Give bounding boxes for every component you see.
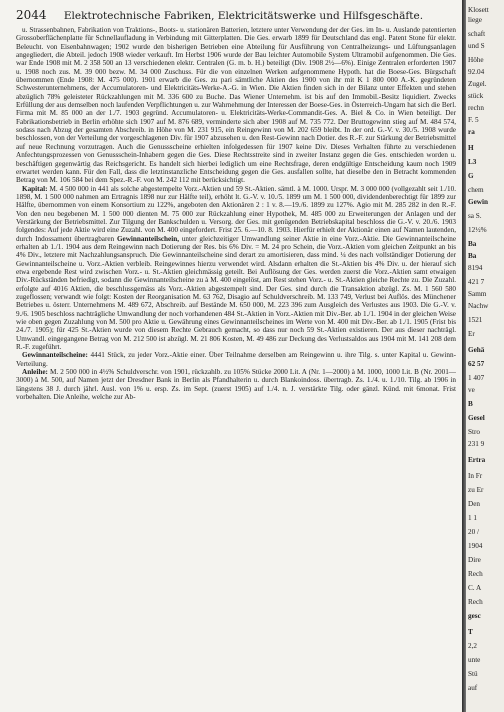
adjacent-page-fragment: Gehä <box>468 346 485 354</box>
adjacent-page-fragment: C. A <box>468 584 482 592</box>
adjacent-page-fragment: 1 1 <box>468 514 477 522</box>
adjacent-page-fragment: H <box>468 144 474 152</box>
adjacent-page-fragment: 1521 <box>468 316 483 324</box>
adjacent-page-fragment: 92.04 <box>468 68 485 76</box>
adjacent-page-fragment: Gewin <box>468 198 488 206</box>
adjacent-page-fragment: 8194 <box>468 264 483 272</box>
anleihe-label: Anleihe: <box>22 368 48 377</box>
gewinnanteilscheine-label: Gewinnanteilscheine: <box>22 351 88 360</box>
kapital-text-continued: unter gleichzeitiger Umwandlung seiner Aktie in eine Vorz.-Aktie. Die Gewinnanteilscheine erhalten ab 1./1. 1904 aus dem Reingewinn nach Dotierung der Res. bis 6% Div. = M. 24 pro Schein, die Vorz.-Aktien vom gleichen Zeitpunkt an bis 4% Div., letztere mit Nachzahlungsanspruch. Die Gewinnanteilscheine sind derart zu amortisieren, dass mind. ¼ des nach vollständiger Dotierung der Gewinnanteilscheine u. Vorz.-Aktien verbleib. Reingewinnes hierzu verwendet wird. Alsdann erhalten die St.-Aktien bis 4% Div. u. der hierauf sich etwa ergebende Rest wird zwischen Vorz.- u. St.-Aktien gleichmässig geteilt. Bei Auflösung der Ges. werden zuerst die Vorz.-Aktien samt etwaigen Div.-Rückständen befriedigt, sodann die Gewinnanteilscheine zu à M. 400 eingelöst, am Rest stehen Vorz.- u. St.-Aktien gleiche Rechte zu. Die Zuzahl. erfolgte auf 4016 Aktien, die beschlussgemäss als Vorz.-Aktien abgestempelt sind. Der Ges. sind durch die Transaktion abzügl. Zs. M. 1 560 580 zugeflossen; verwandt wie folgt: Kosten der Reorganisation M. 63 762, Disagio auf Schuldverschreib. M. 133 749, Verlust bei Auflös. des Münchener Betriebes u. österr. Unternehmens M. 489 672, Abschreib. auf Bestände M. 650 000, M. 223 396 zum Ausgleich des Verlustes aus 1903. Die G.-V. v. 9./6. 1905 beschloss nachträgliche Umwandlung der noch vorhandenen 484 St.-Aktien in Vorz.-Aktien mit Div.-Ber. ab 1./1. 1904 in der gleichen Weise wie oben gegen Zuzahlung von M. 500 pro Aktie u. Gewährung eines Gewinnanteilscheines im Werte von M. 400 mit Div.-Ber. ab 1./1. 1905 (Frist bis 24./7. 1905); für 425 St.-Aktien wurde von diesem Rechte Gebrauch gemacht, so dass nur noch 59 St.-Aktien existieren. Der aus dieser nachträgl. Umwandl. eingegangene Betrag von M. 212 500 ist abzügl. M. 21 806 Kosten, M. 49 486 zur Deckung des Verlustsaldos aus 1904 mit M. 141 208 dem R.-F. zugeführt. <box>16 234 457 352</box>
adjacent-page-fragment: Den <box>468 500 480 508</box>
company-description-paragraph: u. Strassenbahnen, Fabrikation von Traktions-, Boots- u. stationären Batterien, letztere unter Verwendung der der Ges. im In- u. Auslande patentierten Grossoberflächenplatte für Schnellaufladung in Verbindung mit Gitterplatten. Die Ges. erwarb 1899 für Deutschland das engl. Patent Stone für elektr. Beleucht. von Eisenbahnwagen; 1902 wurde den bisherigen Betrieben eine Abteilung für Ausführung von Centralheizungs- und Lüftungsanlagen angegliedert, die Abteil. jedoch 1908 wieder verkauft. Im Herbst 1906 wurde der Bau leichter Automobile System Ultramobil aufgenommen. Die Ges. war Ende 1908 mit M. 2 358 500 an 13 verschiedenen elektr. Centralen (G. m. b. H.) beteiligt (Div. 1908 2½—6%). Einige Zentralen erforderten 1907 u. 1908 noch zus. M. 39 000 bezw. M. 34 000 Zuschuss. Für die von einzelnen Werken aufgenommene Hypoth. hat die Boese-Ges. Bürgschaft übernommen (Ende 1908: M. 475 000). 1901 erwarb die Ges. zu pari sämtliche Aktien des 1900 von ihr mit K 1 800 000 A.-K. gegründeten Schwesterunternehmens, der Accumulatoren- und Elektricitäts-Werke-A.-G. in Wien. Die Aktien finden sich in der Bilanz unter Effekten und stehen abzüglich 78% geleisteter Rückzahlungen mit M. 336 600 zu Buche. Das Wiener Unternehm. ist bis auf den Immobil.-Besitz liquidiert. Zwecks Erfüllung der aus demselben noch laufenden Verpflichtungen u. zur Wahrnehmung der Interessen der Boese-Ges. in Österreich-Ungarn hat sich die Berl. Firma mit M. 85 000 an der 1./7. 1903 gegründ. Accumulatoren- u. Elektricitäts-Werke-Commandit-Ges. A. Biel & Co. in Wien beteiligt. Der Fabrikationsbetrieb in Berlin erhöhte sich 1907 auf M. 876 689, verminderte sich aber 1908 auf M. 735 772. Der Bruttogewinn stieg auf M. 484 574, sodass nach Abzug der gesamten Abschreib. in Höhe von M. 231 915, ein Reingewinn von M. 202 659 bleibt. In der ord. G.-V. v. 30./5. 1908 wurde beschlossen, von der Verteilung der vorgeschlagenen Div. für 1907 abzusehen u. den Rest-Gewinn nach Dotier. des R.-F. zur Stärkung der Betriebsmittel auf neue Rechnung vorzutragen. Auch die Genussscheine erhielten infolgedessen für 1907 keine Div. Dieses Verhalten führte zu verschiedenen Anfechtungsprozessen von Genussschein-Inhabern gegen die Ges. Diese Rechtsstreite sind in zweiter Instanz gegen die Ges. entschieden worden u. beschäftigen gegenwärtig das Reichsgericht. Es handelt sich hierbei lediglich um eine Rechtsfrage, deren endgültige Entscheidung kaum noch 1909 erwartet werden kann. Für den Fall, dass die letztinstanzliche Entscheidung gegen die Ges. ausfallen sollte, hat dieselbe den in Betracht kommenden Betrag von M. 106 584 bei dem Spez.-R.-F. von M. 242 112 mit berücksichtigt. <box>16 26 456 185</box>
anleihe-text: M. 2 500 000 in 4½% Schuldverschr. von 1901, rückzahlb. zu 105% Stücke 2000 Lit. A (Nr. 1—2000) à M. 1000, 1000 Lit. B (Nr. 2001—3000) à M. 500, auf Namen jetzt der Dresdner Bank in Berlin als Pfandhalterin u. durch Blankoindoss. übertragb. Zs. 1./4. u. 1./10. Tilg. ab 1906 in längstens 38 J. durch jährl. Ausl. von 1% u. ersp. Zs. im Sept. (zuerst 1905) auf 1./4. n. J. verstärkte Tilg. oder gänzl. Künd. mit 6monat. Frist vorbehalten. Die Anleihe, welche zur Ab- <box>16 368 456 402</box>
adjacent-page-fragment: auf <box>468 684 478 692</box>
adjacent-page-fragment: Gesel <box>468 414 485 422</box>
adjacent-page-fragment: sa S. <box>468 212 482 220</box>
adjacent-page-fragment: ve <box>468 386 475 394</box>
adjacent-page-fragment: 1904 <box>468 542 483 550</box>
kapital-paragraph <box>16 185 456 352</box>
adjacent-page-fragment: Ba <box>468 240 477 248</box>
gewinnanteilscheine-paragraph <box>16 351 456 368</box>
running-title: Elektrotechnische Fabriken, Elektricitätswerke und Hilfsgeschäfte. <box>63 10 424 22</box>
adjacent-page-fragment: unte <box>468 656 481 664</box>
adjacent-page-fragment: ra <box>468 128 475 136</box>
adjacent-page-fragment: L3 <box>468 158 477 166</box>
page-header <box>16 8 456 24</box>
adjacent-page-fragment: Rech <box>468 598 483 606</box>
adjacent-page-edge <box>466 0 504 712</box>
adjacent-page-fragment: 231 9 <box>468 440 485 448</box>
adjacent-page-fragment: Zugel. <box>468 80 487 88</box>
adjacent-page-fragment: 12½% <box>468 226 487 234</box>
adjacent-page-fragment: Rech <box>468 570 483 578</box>
adjacent-page-fragment: stück <box>468 92 484 100</box>
adjacent-page-fragment: Samm <box>468 290 487 298</box>
anleihe-paragraph <box>16 368 456 401</box>
adjacent-page-fragment: Höhe <box>468 56 484 64</box>
adjacent-page-fragment: Stro <box>468 428 480 436</box>
adjacent-page-fragment: Ba <box>468 252 477 260</box>
adjacent-page-fragment: 1 407 <box>468 374 485 382</box>
kapital-label: Kapital: <box>22 184 48 193</box>
adjacent-page-fragment: 2,2 <box>468 642 477 650</box>
adjacent-page-fragment: chem <box>468 186 484 194</box>
adjacent-page-fragment: In Fr <box>468 472 483 480</box>
adjacent-page-fragment: 62 57 <box>468 360 485 368</box>
adjacent-page-fragment: schaft <box>468 30 486 38</box>
adjacent-page-fragment: Er <box>468 330 475 338</box>
adjacent-page-fragment: 421 7 <box>468 278 485 286</box>
adjacent-page-fragment: Nachw <box>468 302 489 310</box>
adjacent-page-fragment: G <box>468 172 474 180</box>
adjacent-page-fragment: liege <box>468 16 482 24</box>
gewinnanteilscheine-text: 4441 Stück, zu jeder Vorz.-Aktie einer. Über Teilnahme derselben am Reingewinn u. ihre Tilg. s. unter Kapital u. Gewinn-Verteilung. <box>16 351 456 368</box>
adjacent-page-fragment: F. 5 <box>468 116 479 124</box>
adjacent-page-fragment: Dire <box>468 556 481 564</box>
adjacent-page-fragment: zu Er <box>468 486 484 494</box>
adjacent-page-fragment: 20 / <box>468 528 479 536</box>
adjacent-page-fragment: Ertra <box>468 456 486 464</box>
adjacent-page-fragment: und S <box>468 42 485 50</box>
adjacent-page-fragment: T <box>468 628 473 636</box>
kapital-text: M. 4 500 000 in 441 als solche abgestempelte Vorz.-Aktien und 59 St.-Aktien. sämtl. à M. 1000. Urspr. M. 3 000 000 (vollgezahlt seit 1./10. 1898, M. 1 500 000 nahmen am Ertragnis 1898 nur zur Hälfte teil), erhöht lt. G.-V. v. 10./5. 1899 um M. 1 500 000, dividendenberechtigt für 1899 zur Hälfte, übernommen von einem Konsortium zu 122%, angeboten den Aktionären 2 : 1 v. 8.—19./6. 1899 zu 127%. Agio mit M. 285 282 in den R.-F. Von den neu begebenen M. 1 500 000 dienten M. 75 000 zur Rückzahlung einer Hypothek, M. 485 000 zu Erweiterungen der Anlagen und der Verstärkung der Betriebsmittel. Zur Tilgung der Bankschulden u. Versorg. der Ges. mit genügenden Betriebskapital beschloss die G.-V. v. 20./6. 1903 folgendes: Auf jede Aktie wird eine Zuzahl. von M. 400 eingefordert. Frist 25. 6.—10. 8. 1903. Hierfür erhielt der Aktionär einen auf Namen lautenden, durch Indossament übertragbaren <box>16 184 456 243</box>
adjacent-page-fragment: Klosett <box>468 6 489 14</box>
page-number: 2044 <box>16 8 47 22</box>
adjacent-page-fragment: B <box>468 400 473 408</box>
page-body <box>16 26 456 401</box>
gewinnanteilschein-term: Gewinnanteilschein, <box>116 234 180 243</box>
adjacent-page-fragment: rechn <box>468 104 484 112</box>
adjacent-page-fragment: Stü <box>468 670 478 678</box>
adjacent-page-fragment: gesc <box>468 612 481 620</box>
